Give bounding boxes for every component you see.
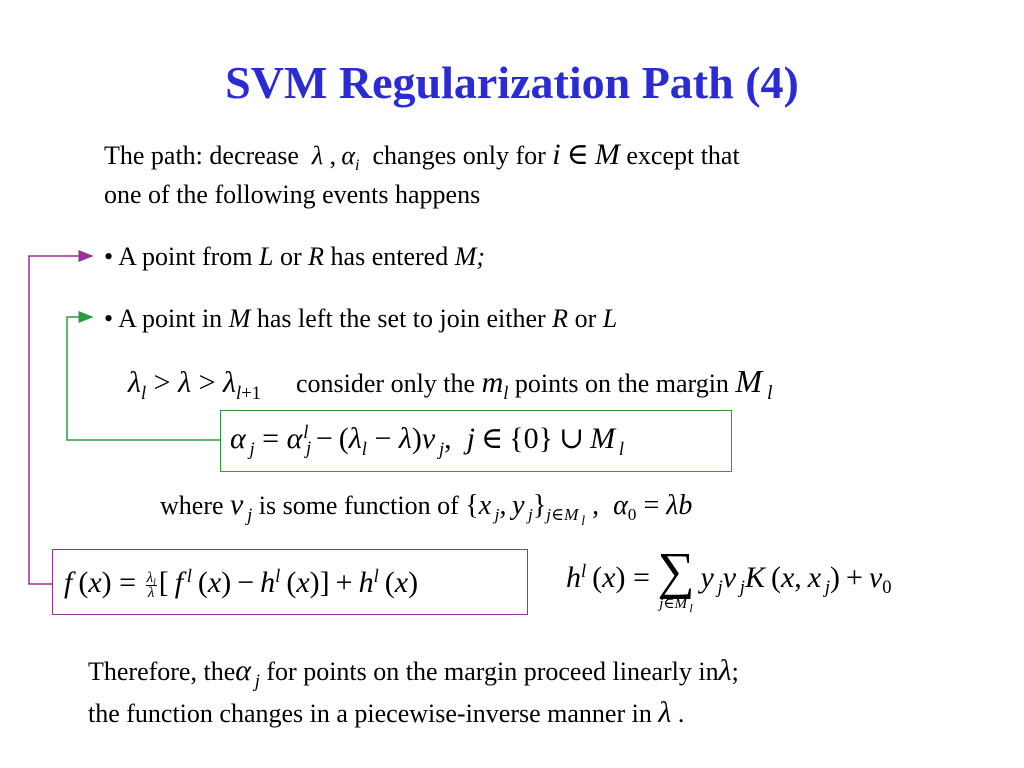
summation-symbol: ∑ j∈M $_l$ [657,543,695,616]
consider-text: consider only the [295,369,476,398]
conclusion-line-2 [88,698,684,729]
bullet-1-M: M; [454,242,486,271]
intro-text-1: The path: decrease [104,141,299,170]
formula-h-l: $h^l$ (x) = ∑ j∈M $_l$ y $_j$ν $_j$K (x, x $_j) + \nu_0$ [566,543,892,616]
formula-alpha-j: α $_j$ [235,654,260,692]
formula-m-l: $m_l$ [481,366,509,404]
conclusion-text-5: . [677,699,685,728]
where-line [160,488,693,529]
bullet-2-or: or [574,304,597,333]
bullet-1-lead: • A point from [104,242,253,271]
bullet-2-R: R [552,304,569,333]
formula-f-update: f (x) = $\frac{\lambda_l}{\lambda}$ [ f $^l$ $(x) - h^l$ $(x)] + h^l$ (x) [64,565,419,601]
where-text: where [160,491,224,520]
bullet-1-tail: has entered [330,242,449,271]
bullet-1-R: R [308,242,325,271]
intro-text-2: changes only for [372,141,546,170]
bullet-1-L: L [259,242,274,271]
formula-lambda-end: λ [718,654,732,687]
intro-line-2: one of the following events happens [104,180,481,209]
conclusion-text-1: Therefore, the [88,657,236,686]
points-margin-text: points on the margin [514,369,729,398]
conclusion-text-3: ; [731,657,739,686]
formula-xy-set: {x $_j$, y $_j\}_{j\in M _l}$ , $\alpha_0 = \lambda b$ [465,490,693,529]
bullet-2-L: L [602,304,618,333]
formula-i-in-M: i ∈ M [552,138,620,171]
formula-alpha-update: α $_j$ = α $_j^l - (\lambda_l - \lambda)\nu$ $_j$, j ∈ {0} ∪ M $_l$ [230,421,625,460]
intro-line-1 [104,138,740,174]
bullet-2-lead: • A point in [104,304,223,333]
formula-nu-j: ν $_j$ [230,488,253,526]
intro-text-3: except that [626,141,740,170]
purple-connector-arrow [29,256,92,584]
fraction-lambda-ratio: $\frac{\lambda_l}{\lambda}$ [146,569,156,601]
bullet-2-M: M [228,304,251,333]
bullet-left [104,304,617,334]
conclusion-text-4: the function changes in a piecewise-inverse manner in [88,699,652,728]
formula-lambda-interval: $\lambda_l > \lambda > \lambda_{l+1}$ [128,366,261,404]
conclusion-line-1 [88,654,739,692]
function-of-text: is some function of [258,491,459,520]
bullet-1-or: or [279,242,302,271]
formula-lambda-final: λ [658,696,672,729]
bullet-2-mid: has left the set to join either [256,304,546,333]
formula-M-l: M $_l$ [735,363,773,404]
lambda-interval-line [128,363,773,404]
slide-title: SVM Regularization Path (4) [225,57,799,108]
conclusion-text-2: for points on the margin proceed linearly in [266,657,719,686]
formula-lambda-alpha: λ , $\alpha_i$ [305,141,360,174]
bullet-entered [104,242,485,272]
